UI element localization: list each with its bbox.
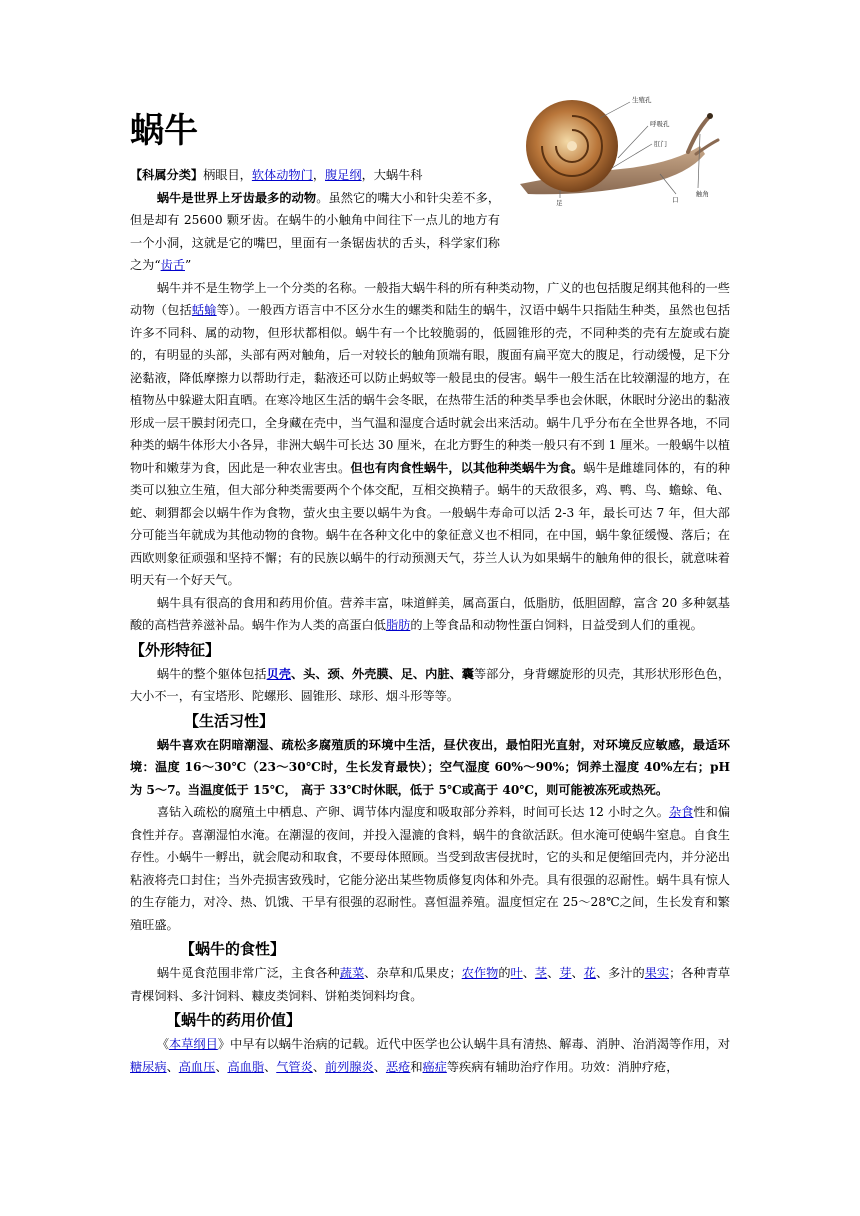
- paragraph-value: 蜗牛具有很高的食用和药用价值。营养丰富，味道鲜美，属高蛋白，低脂肪，低胆固醇，富含 20 多种氨基酸的高档营养滋补品。蜗牛作为人类的高蛋白低脂肪的上等食品和动物性蛋白饲料，日益受到人们的重视。: [130, 595, 730, 632]
- link-cancer[interactable]: 癌症: [422, 1059, 447, 1074]
- diagram-label: 呼吸孔: [650, 120, 670, 128]
- heading-food: 【蜗牛的食性】: [180, 940, 286, 958]
- link-prostatitis[interactable]: 前列腺炎: [325, 1059, 374, 1074]
- diagram-label: 肛门: [654, 140, 667, 148]
- paragraph-habit-bold: 蜗牛喜欢在阴暗潮湿、疏松多腐殖质的环境中生活，昼伏夜出，最怕阳光直射，对环境反应敏感，最适环境：温度 16～30℃（23～30℃时，生长发育最快）；空气湿度 60%～90%；饲养土湿度 40%左右；pH 为 5～7。当温度低于 15℃， 高于 33℃时休眠，低于 5℃或高于 40℃，则可能被冻死或热死。: [130, 737, 730, 797]
- document-body: [130, 100, 730, 1078]
- paragraph-form: 蜗牛的整个躯体包括贝壳、头、颈、外壳膜、足、内脏、囊等部分，身背螺旋形的贝壳，其形状形形色色，大小不一，有宝塔形、陀螺形、圆锥形、球形、烟斗形等等。: [130, 666, 731, 703]
- heading-habit: 【生活习性】: [184, 711, 275, 730]
- heading-form: 【外形特征】: [130, 640, 221, 659]
- page-title: 蜗牛: [130, 111, 198, 151]
- diagram-label: 口: [672, 196, 679, 204]
- link-omnivore[interactable]: 杂食: [668, 805, 694, 819]
- link-diabetes[interactable]: 糖尿病: [130, 1059, 167, 1074]
- link-slug[interactable]: 蛞蝓: [191, 303, 217, 317]
- link-radula[interactable]: 齿舌: [160, 258, 185, 272]
- diagram-label: 足: [556, 199, 563, 206]
- diagram-label: 触角: [696, 190, 709, 198]
- intro-paragraph: 蜗牛是世界上牙齿最多的动物。虽然它的嘴大小和针尖差不多，但是却有 25600 颗牙齿。在蜗牛的小触角中间往下一点儿的地方有一个小洞，这就是它的嘴巴，里面有一条锯齿状的舌头，科学家们称之为“齿舌”: [130, 190, 501, 272]
- paragraph-food: 蜗牛觅食范围非常广泛，主食各种蔬菜、杂草和瓜果皮；农作物的叶、茎、芽、花、多汁的果实；各种青草青棵饲料、多汁饲料、糠皮类饲料、饼粕类饲料均食。: [130, 966, 731, 1003]
- link-sores[interactable]: 恶疮: [385, 1059, 411, 1074]
- link-leaf[interactable]: 叶: [510, 966, 523, 980]
- classification-line: 【科属分类】柄眼目，软体动物门，腹足纲，大蜗牛科: [130, 168, 423, 182]
- link-fruit[interactable]: 果实: [644, 966, 670, 980]
- link-vegetables[interactable]: 蔬菜: [339, 966, 365, 980]
- link-fat[interactable]: 脂肪: [385, 618, 411, 632]
- link-hypertension[interactable]: 高血压: [178, 1059, 216, 1074]
- link-hyperlipidemia[interactable]: 高血脂: [227, 1059, 265, 1074]
- paragraph-medicinal: 《本草纲目》中早有以蜗牛治病的记载。近代中医学也公认蜗牛具有清热、解毒、消肿、治消渴等作用，对糖尿病、高血压、高血脂、气管炎、前列腺炎、恶疮和癌症等疾病有辅助治疗作用。功效：消肿疗疮，: [130, 1037, 731, 1074]
- paragraph-general: 蜗牛并不是生物学上一个分类的名称。一般指大蜗牛科的所有种类动物，广义的也包括腹足纲其他科的一些动物（包括蛞蝓等）。一般西方语言中不区分水生的螺类和陆生的蜗牛，汉语中蜗牛只指陆生种类，虽然也包括许多不同科、属的动物，但形状都相似。蜗牛有一个比较脆弱的，低圆锥形的壳，不同种类的壳有左旋或右旋的，有明显的头部，头部有两对触角，后一对较长的触角顶端有眼，腹面有扁平宽大的腹足，行动缓慢，足下分泌黏液，降低摩擦力以帮助行走，黏液还可以防止蚂蚁等一般昆虫的侵害。蜗牛一般生活在比较潮湿的地方，在植物丛中躲避太阳直晒。在寒冷地区生活的蜗牛会冬眠，在热带生活的种类旱季也会休眠，休眠时分泌出的黏液形成一层干膜封闭壳口，全身藏在壳中，当气温和湿度合适时就会出来活动。蜗牛几乎分布在全世界各地，不同种类的蜗牛体形大小各异，非洲大蜗牛可长达 30 厘米，在北方野生的种类一般只有不到 1 厘米。一般蜗牛以植物叶和嫩芽为食，因此是一种农业害虫。但也有肉食性蜗牛，以其他种类蜗牛为食。蜗牛是雌雄同体的，有的种类可以独立生殖，但大部分种类需要两个个体交配，互相交换精子。蜗牛的天敌很多，鸡、鸭、鸟、蟾蜍、龟、蛇、刺猬都会以蜗牛作为食物，萤火虫主要以蜗牛为食。一般蜗牛寿命可以活 2-3 年，最长可达 7 年，但大部分可能当年就成为其他动物的食物。蜗牛在各种文化中的象征意义也不相同，在中国，蜗牛象征缓慢、落后；在西欧则象征顽强和坚持不懈；有的民族以蜗牛的行动预测天气，芬兰人认为如果蜗牛的触角伸的很长，就意味着明天有一个好天气。: [130, 280, 731, 587]
- link-stem[interactable]: 茎: [534, 966, 548, 980]
- link-crops[interactable]: 农作物: [461, 966, 499, 980]
- link-gastropoda[interactable]: 腹足纲: [325, 168, 362, 182]
- paragraph-habit: 喜钻入疏松的腐殖土中栖息、产卵、调节体内湿度和吸取部分养料，时间可长达 12 小时之久。杂食性和偏食性并存。喜潮湿怕水淹。在潮湿的夜间，并投入湿漉的食料，蜗牛的食欲活跃。但水淹可使蜗牛窒息。自食生存性。小蜗牛一孵出，就会爬动和取食，不要母体照顾。当受到敌害侵扰时，它的头和足便缩回壳内，并分泌出粘液将壳口封住；当外壳损害致残时，它能分泌出某些物质修复肉体和外壳。具有很强的忍耐性。蜗牛具有惊人的生存能力，对冷、热、饥饿、干旱有很强的忍耐性。喜恒温养殖。温度恒定在 25～28℃之间，生长发育和繁殖旺盛。: [130, 805, 731, 932]
- link-bronchitis[interactable]: 气管炎: [276, 1059, 313, 1074]
- link-bencao[interactable]: 本草纲目: [169, 1037, 218, 1051]
- heading-medicinal: 【蜗牛的药用价值】: [166, 1011, 302, 1029]
- diagram-label: 生殖孔: [632, 96, 652, 104]
- link-mollusca[interactable]: 软体动物门: [251, 168, 313, 182]
- link-shell[interactable]: 贝壳: [266, 666, 291, 681]
- link-flower[interactable]: 花: [583, 966, 596, 980]
- link-bud[interactable]: 芽: [559, 966, 572, 980]
